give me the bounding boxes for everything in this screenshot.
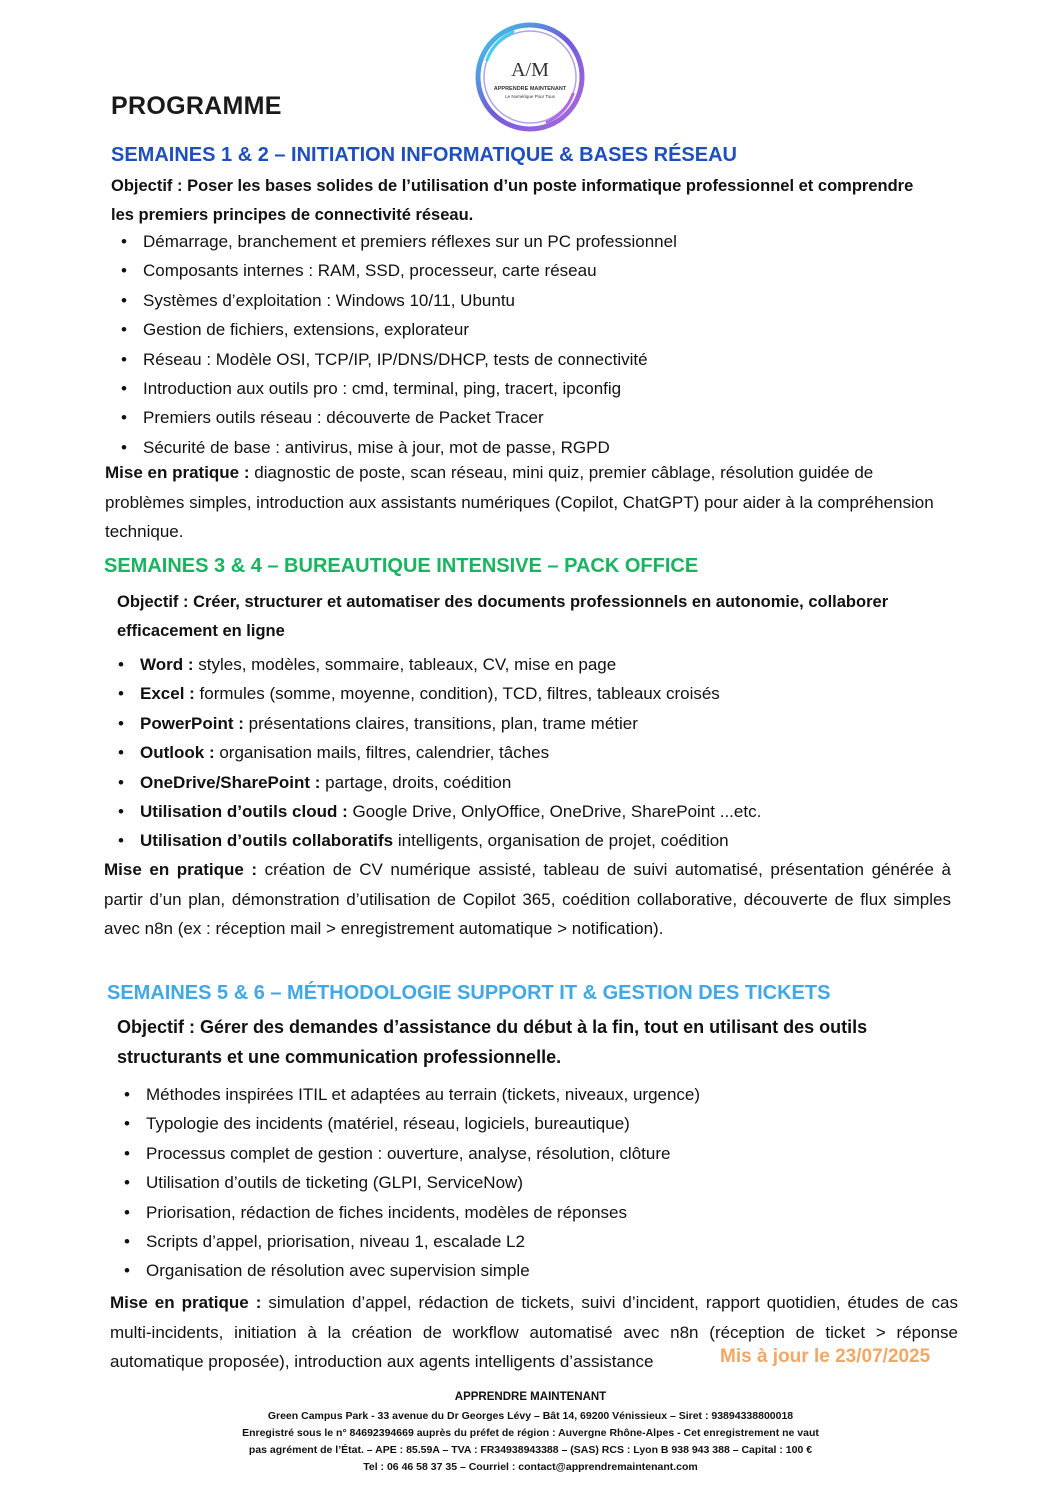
section-1-objective: Objectif : Poser les bases solides de l’utilisation d’un poste informatique professionnel et comprendre les premiers principes de connectivité réseau.: [111, 177, 914, 224]
list-item: • Premiers outils réseau : découverte de Packet Tracer: [119, 403, 677, 432]
section-3-objective: Objectif : Gérer des demandes d’assistance du début à la fin, tout en utilisant des outils structurants et une communication professionnelle.: [117, 1017, 868, 1067]
list-item: • PowerPoint : présentations claires, transitions, plan, trame métier: [116, 709, 761, 738]
company-logo: [473, 20, 587, 134]
list-item: • Sécurité de base : antivirus, mise à jour, mot de passe, RGPD: [119, 433, 677, 462]
footer-company: APPRENDRE MAINTENANT: [454, 1391, 607, 1403]
list-item: • Utilisation d’outils cloud : Google Drive, OnlyOffice, OneDrive, SharePoint ...etc.: [116, 797, 761, 826]
section-2-title: SEMAINES 3 & 4 – BUREAUTIQUE INTENSIVE – PACK OFFICE: [104, 555, 699, 577]
list-item: • Démarrage, branchement et premiers réflexes sur un PC professionnel: [119, 227, 677, 256]
list-item: • Systèmes d’exploitation : Windows 10/11, Ubuntu: [119, 286, 677, 315]
list-item: • Priorisation, rédaction de fiches incidents, modèles de réponses: [122, 1198, 700, 1227]
footer-address: Green Campus Park - 33 avenue du Dr Georges Lévy – Bât 14, 69200 Vénissieux – Siret : 93894338800018: [267, 1410, 794, 1422]
list-item: • Composants internes : RAM, SSD, processeur, carte réseau: [119, 256, 677, 285]
section-2-objective: Objectif : Créer, structurer et automatiser des documents professionnels en autonomie, collaborer efficacement en ligne: [117, 593, 889, 640]
list-item: • Méthodes inspirées ITIL et adaptées au terrain (tickets, niveaux, urgence): [122, 1080, 700, 1109]
logo-monogram: A/M: [511, 59, 549, 81]
practice-label: Mise en pratique :: [110, 1293, 262, 1312]
practice-text: création de CV numérique assisté, tableau de suivi automatisé, présentation générée à partir d’un plan, démonstration d’utilisation de Copilot 365, coédition collaborative, découverte de flux simples avec n8n (ex : réception mail > enregistrement automatique > notification).: [104, 860, 951, 938]
list-item: • Excel : formules (somme, moyenne, condition), TCD, filtres, tableaux croisés: [116, 679, 761, 708]
list-item: • Processus complet de gestion : ouverture, analyse, résolution, clôture: [122, 1139, 700, 1168]
section-2-list: [116, 650, 761, 856]
list-item: • Outlook : organisation mails, filtres, calendrier, tâches: [116, 738, 761, 767]
practice-text: simulation d’appel, rédaction de tickets, suivi d’incident, rapport quotidien, études de cas multi-incidents, initiation à la création de workflow automatisé avec n8n (réception de ticket > réponse automatique proposée), introduction aux agents intelligents d’assistance: [110, 1293, 958, 1371]
section-2-practice: [104, 855, 951, 944]
list-item: • Scripts d’appel, priorisation, niveau 1, escalade L2: [122, 1227, 700, 1256]
list-item: • Utilisation d’outils de ticketing (GLPI, ServiceNow): [122, 1168, 700, 1197]
list-item: • Réseau : Modèle OSI, TCP/IP, IP/DNS/DHCP, tests de connectivité: [119, 345, 677, 374]
list-item: • Organisation de résolution avec supervision simple: [122, 1256, 700, 1285]
section-1-practice: [105, 458, 950, 547]
list-item: • Introduction aux outils pro : cmd, terminal, ping, tracert, ipconfig: [119, 374, 677, 403]
list-item: • OneDrive/SharePoint : partage, droits, coédition: [116, 768, 761, 797]
logo-ring-graphic: [473, 20, 587, 134]
list-item: • Word : styles, modèles, sommaire, tableaux, CV, mise en page: [116, 650, 761, 679]
practice-text: diagnostic de poste, scan réseau, mini quiz, premier câblage, résolution guidée de problèmes simples, introduction aux assistants numériques (Copilot, ChatGPT) pour aider à la compréhension technique.: [105, 463, 934, 541]
footer: [0, 1389, 1061, 1476]
section-3-title: SEMAINES 5 & 6 – MÉTHODOLOGIE SUPPORT IT & GESTION DES TICKETS: [107, 982, 831, 1004]
footer-registration: Enregistré sous le n° 84692394669 auprès du préfet de région : Auvergne Rhône-Alpes - Cet enregistrement ne vaut: [242, 1427, 819, 1439]
updated-date: Mis à jour le 23/07/2025: [720, 1346, 931, 1367]
section-1-title: SEMAINES 1 & 2 – INITIATION INFORMATIQUE & BASES RÉSEAU: [111, 144, 737, 166]
practice-label: Mise en pratique :: [105, 463, 250, 482]
logo-line2: Le Numérique Pour Tous: [505, 94, 555, 99]
logo-line1: APPRENDRE MAINTENANT: [493, 86, 567, 92]
page-title: PROGRAMME: [111, 92, 282, 120]
footer-legal: pas agrément de l’État. – APE : 85.59A – TVA : FR34938943388 – (SAS) RCS : Lyon B 938 943 388 – Capital : 100 €: [248, 1444, 813, 1456]
list-item: • Utilisation d’outils collaboratifs intelligents, organisation de projet, coédition: [116, 826, 761, 855]
section-1-list: [119, 227, 677, 462]
practice-label: Mise en pratique :: [104, 860, 258, 879]
list-item: • Typologie des incidents (matériel, réseau, logiciels, bureautique): [122, 1109, 700, 1138]
section-3-list: [122, 1080, 700, 1286]
list-item: • Gestion de fichiers, extensions, explorateur: [119, 315, 677, 344]
footer-contact: Tel : 06 46 58 37 35 – Courriel : contact@apprendremaintenant.com: [363, 1461, 698, 1473]
